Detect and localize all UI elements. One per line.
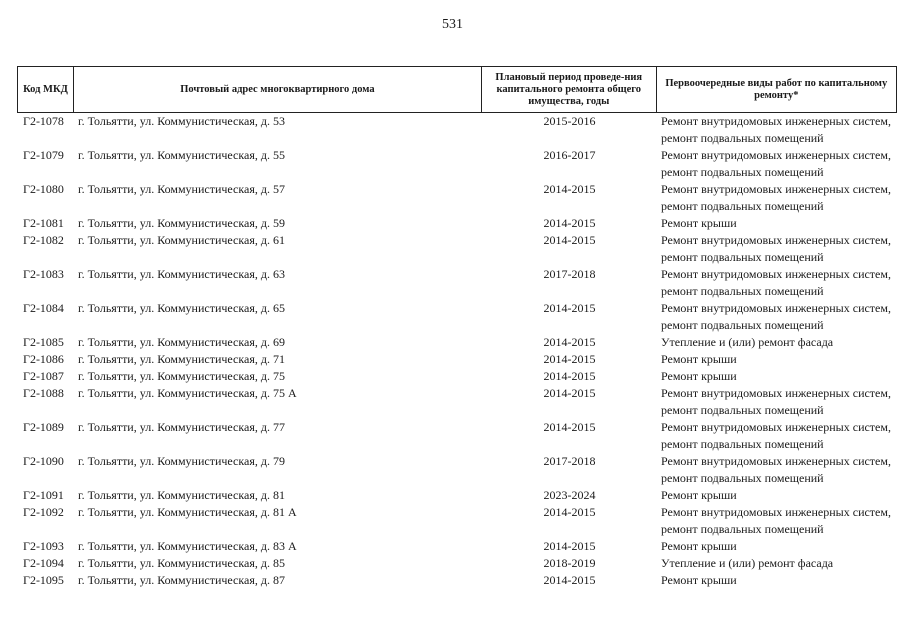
page-number: 531 bbox=[442, 17, 463, 32]
row-code: Г2-1088 bbox=[23, 386, 64, 400]
row-code: Г2-1087 bbox=[23, 369, 64, 383]
table-row bbox=[17, 368, 897, 385]
row-works: Утепление и (или) ремонт фасада bbox=[661, 335, 834, 349]
row-address: г. Тольятти, ул. Коммунистическая, д. 57 bbox=[78, 182, 285, 196]
row-code: Г2-1094 bbox=[23, 556, 64, 570]
row-period: 2017-2018 bbox=[543, 454, 596, 468]
row-code: Г2-1091 bbox=[23, 488, 64, 502]
table-body bbox=[17, 113, 897, 589]
row-code: Г2-1081 bbox=[23, 216, 64, 230]
row-period: 2014-2015 bbox=[543, 335, 596, 349]
row-code: Г2-1095 bbox=[23, 573, 64, 587]
row-code: Г2-1086 bbox=[23, 352, 64, 366]
row-address: г. Тольятти, ул. Коммунистическая, д. 75 bbox=[78, 369, 285, 383]
row-address: г. Тольятти, ул. Коммунистическая, д. 75 А bbox=[78, 386, 297, 400]
table-row bbox=[17, 334, 897, 351]
table-row bbox=[17, 300, 897, 334]
row-period: 2014-2015 bbox=[543, 182, 596, 196]
row-address: г. Тольятти, ул. Коммунистическая, д. 53 bbox=[78, 114, 285, 128]
row-code: Г2-1093 bbox=[23, 539, 64, 553]
table-row bbox=[17, 181, 897, 215]
row-address: г. Тольятти, ул. Коммунистическая, д. 69 bbox=[78, 335, 285, 349]
table-header bbox=[17, 66, 897, 113]
row-works: Утепление и (или) ремонт фасада bbox=[661, 556, 834, 570]
row-works: Ремонт внутридомовых инженерных систем, ремонт подвальных помещений bbox=[661, 182, 891, 213]
row-period: 2014-2015 bbox=[543, 386, 596, 400]
table-row bbox=[17, 555, 897, 572]
row-works: Ремонт внутридомовых инженерных систем, ремонт подвальных помещений bbox=[661, 420, 891, 451]
row-code: Г2-1089 bbox=[23, 420, 64, 434]
table-row bbox=[17, 232, 897, 266]
row-address: г. Тольятти, ул. Коммунистическая, д. 65 bbox=[78, 301, 285, 315]
row-works: Ремонт крыши bbox=[661, 216, 737, 230]
row-address: г. Тольятти, ул. Коммунистическая, д. 83 А bbox=[78, 539, 297, 553]
row-works: Ремонт крыши bbox=[661, 573, 737, 587]
row-period: 2014-2015 bbox=[543, 420, 596, 434]
header-works: Первоочередные виды работ по капитальному ремонту* bbox=[665, 77, 888, 101]
row-address: г. Тольятти, ул. Коммунистическая, д. 71 bbox=[78, 352, 285, 366]
row-period: 2014-2015 bbox=[543, 352, 596, 366]
row-address: г. Тольятти, ул. Коммунистическая, д. 81 А bbox=[78, 505, 297, 519]
row-code: Г2-1078 bbox=[23, 114, 64, 128]
table-row bbox=[17, 351, 897, 368]
row-period: 2014-2015 bbox=[543, 573, 596, 587]
table-row bbox=[17, 147, 897, 181]
row-works: Ремонт внутридомовых инженерных систем, ремонт подвальных помещений bbox=[661, 454, 891, 485]
row-period: 2023-2024 bbox=[543, 488, 596, 502]
row-period: 2014-2015 bbox=[543, 233, 596, 247]
row-works: Ремонт крыши bbox=[661, 539, 737, 553]
row-works: Ремонт внутридомовых инженерных систем, ремонт подвальных помещений bbox=[661, 386, 891, 417]
row-works: Ремонт крыши bbox=[661, 488, 737, 502]
row-period: 2014-2015 bbox=[543, 216, 596, 230]
row-code: Г2-1082 bbox=[23, 233, 64, 247]
row-works: Ремонт внутридомовых инженерных систем, ремонт подвальных помещений bbox=[661, 233, 891, 264]
row-code: Г2-1084 bbox=[23, 301, 64, 315]
row-works: Ремонт крыши bbox=[661, 369, 737, 383]
row-period: 2014-2015 bbox=[543, 301, 596, 315]
row-address: г. Тольятти, ул. Коммунистическая, д. 63 bbox=[78, 267, 285, 281]
row-works: Ремонт крыши bbox=[661, 352, 737, 366]
table-row bbox=[17, 487, 897, 504]
row-period: 2016-2017 bbox=[543, 148, 596, 162]
row-code: Г2-1090 bbox=[23, 454, 64, 468]
row-period: 2017-2018 bbox=[543, 267, 596, 281]
row-works: Ремонт внутридомовых инженерных систем, ремонт подвальных помещений bbox=[661, 267, 891, 298]
row-address: г. Тольятти, ул. Коммунистическая, д. 61 bbox=[78, 233, 285, 247]
row-address: г. Тольятти, ул. Коммунистическая, д. 59 bbox=[78, 216, 285, 230]
table-row bbox=[17, 385, 897, 419]
row-address: г. Тольятти, ул. Коммунистическая, д. 87 bbox=[78, 573, 285, 587]
row-address: г. Тольятти, ул. Коммунистическая, д. 85 bbox=[78, 556, 285, 570]
row-works: Ремонт внутридомовых инженерных систем, ремонт подвальных помещений bbox=[661, 114, 891, 145]
row-works: Ремонт внутридомовых инженерных систем, ремонт подвальных помещений bbox=[661, 301, 891, 332]
table-row bbox=[17, 419, 897, 453]
row-address: г. Тольятти, ул. Коммунистическая, д. 55 bbox=[78, 148, 285, 162]
row-code: Г2-1085 bbox=[23, 335, 64, 349]
table-row bbox=[17, 572, 897, 589]
row-period: 2018-2019 bbox=[543, 556, 596, 570]
header-period: Плановый период проведе-ния капитального ремонта общего имущества, годы bbox=[482, 67, 657, 112]
row-address: г. Тольятти, ул. Коммунистическая, д. 79 bbox=[78, 454, 285, 468]
table-row bbox=[17, 538, 897, 555]
table-row bbox=[17, 113, 897, 147]
row-period: 2014-2015 bbox=[543, 369, 596, 383]
row-period: 2015-2016 bbox=[543, 114, 596, 128]
row-code: Г2-1092 bbox=[23, 505, 64, 519]
table-row bbox=[17, 504, 897, 538]
table-row bbox=[17, 266, 897, 300]
row-period: 2014-2015 bbox=[543, 539, 596, 553]
row-works: Ремонт внутридомовых инженерных систем, ремонт подвальных помещений bbox=[661, 148, 891, 179]
row-period: 2014-2015 bbox=[543, 505, 596, 519]
table-row bbox=[17, 453, 897, 487]
header-code: Код МКД bbox=[18, 67, 74, 112]
row-code: Г2-1083 bbox=[23, 267, 64, 281]
table-row bbox=[17, 215, 897, 232]
row-address: г. Тольятти, ул. Коммунистическая, д. 77 bbox=[78, 420, 285, 434]
row-code: Г2-1079 bbox=[23, 148, 64, 162]
row-address: г. Тольятти, ул. Коммунистическая, д. 81 bbox=[78, 488, 285, 502]
row-works: Ремонт внутридомовых инженерных систем, ремонт подвальных помещений bbox=[661, 505, 891, 536]
row-code: Г2-1080 bbox=[23, 182, 64, 196]
header-address: Почтовый адрес многоквартирного дома bbox=[74, 67, 482, 112]
